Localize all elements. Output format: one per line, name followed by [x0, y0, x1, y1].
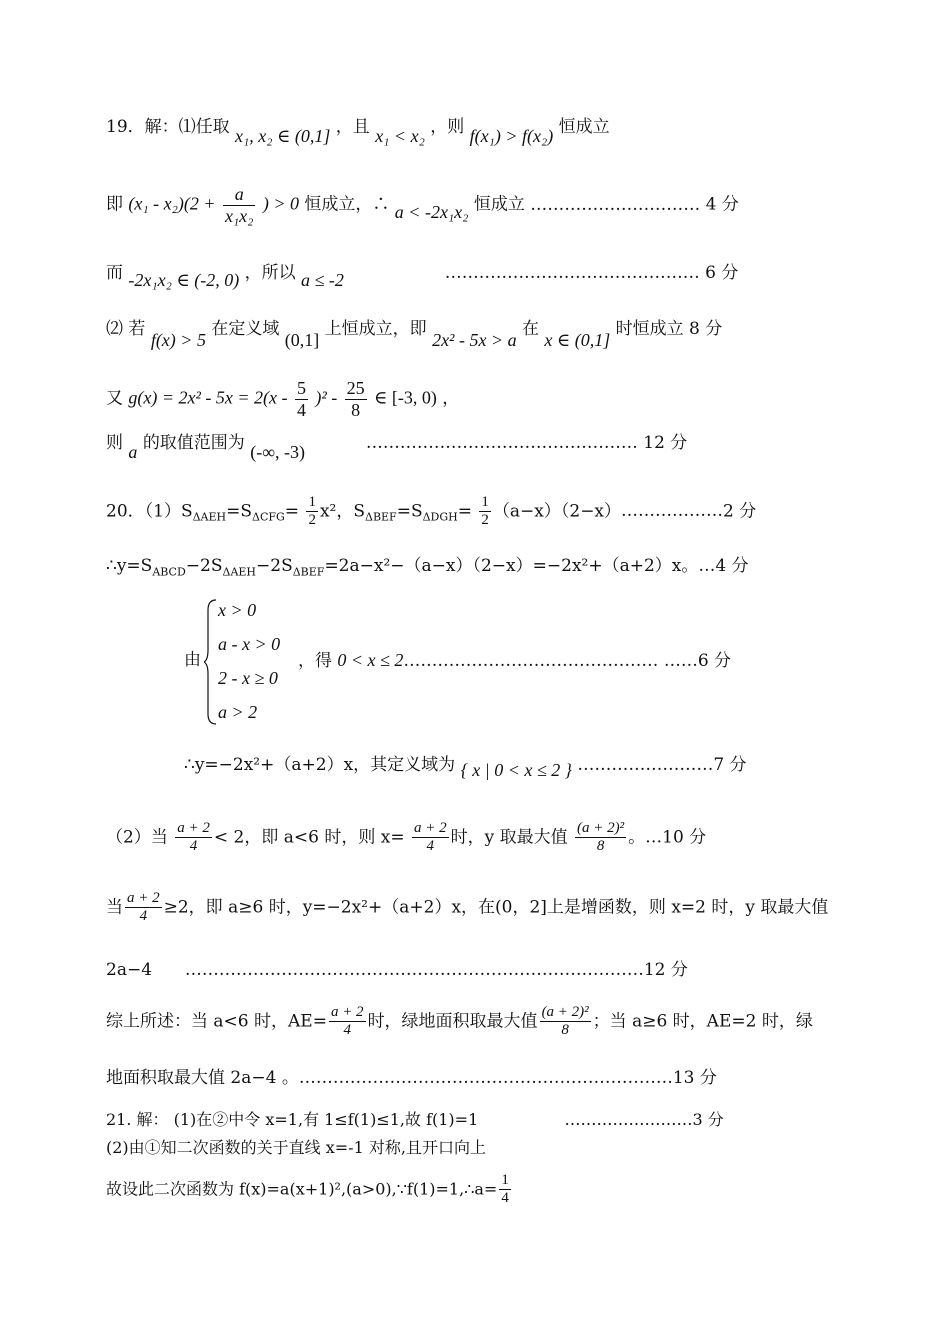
fraction — [575, 820, 626, 856]
fraction — [295, 378, 308, 420]
q20-line4 — [184, 754, 747, 780]
frac-num: (a + 2)² — [575, 820, 626, 838]
dot-leader: ……………………………………… — [444, 263, 700, 283]
dot-leader: ……………………………………………………………………… — [184, 960, 644, 980]
frac-den: 4 — [139, 908, 148, 925]
score: 13 分 — [672, 1068, 717, 1088]
fraction — [479, 494, 491, 530]
frac-num: (a + 2)² — [540, 1004, 591, 1022]
q20-text: ∴y=−2x²+（a+2）x，其定义域为 — [184, 755, 456, 775]
q21-text: 21. 解： (1)在②中令 x=1,有 1≤f(1)≤1,故 f(1)=1 — [106, 1110, 479, 1129]
q20-text: ，得 — [298, 651, 332, 671]
q19-math: -2x₁x₂ ∈ (-2, 0) — [128, 270, 240, 290]
subscript: ΔAEH — [192, 510, 227, 524]
frac-num: a + 2 — [412, 820, 449, 838]
q20-text: ；当 a≥6 时，AE=2 时，绿 — [592, 1011, 813, 1032]
q19-math: (-∞, -3) — [250, 442, 306, 462]
system-line — [218, 668, 278, 689]
q19-math: f(x₁) > f(x₂) — [469, 126, 554, 146]
q20-text: =S — [226, 501, 252, 522]
q20-text: =S — [396, 501, 423, 522]
sys-ineq: 2 - x ≥ 0 — [218, 668, 278, 688]
fraction — [223, 184, 256, 226]
fraction — [412, 820, 449, 856]
q19-line4 — [106, 318, 723, 350]
q19-text: 恒成立，∴ — [304, 194, 390, 215]
dot-leader: ……………… — [621, 501, 724, 522]
frac-den: 2 — [481, 512, 489, 529]
frac-num: 25 — [346, 378, 365, 398]
fraction — [345, 378, 367, 420]
fraction — [306, 494, 318, 530]
q19-math: a ≤ -2 — [301, 270, 344, 290]
frac-den: 4 — [343, 1022, 351, 1039]
q20-text: 20．（1）S — [106, 501, 193, 522]
q19-math: x₁, x₂ ∈ (0,1] — [235, 126, 331, 146]
subscript: ΔAEH — [222, 565, 257, 579]
score: 4 分 — [705, 194, 739, 215]
fraction — [175, 820, 212, 856]
score: 10 分 — [662, 827, 707, 848]
q19-math: (0,1] — [284, 330, 320, 350]
q20-line6 — [106, 890, 828, 926]
q21-text: 故设此二次函数为 f(x)=a(x+1)²,(a>0),∵f(1)=1,∴a= — [106, 1179, 498, 1199]
q19-math: x ∈ (0,1] — [544, 330, 611, 350]
q20-math: { x | 0 < x ≤ 2 } — [460, 760, 572, 780]
q20-text: 综上所述：当 a<6 时，AE= — [106, 1011, 327, 1032]
system-prefix — [184, 650, 201, 670]
frac-num: a + 2 — [329, 1004, 366, 1022]
q20-math: 0 < x ≤ 2 — [337, 650, 404, 670]
q20-text: = — [284, 501, 300, 522]
q19-line1 — [106, 116, 610, 146]
q19-math: ∈ [-3, 0) — [374, 387, 437, 408]
q20-text: 时，绿地面积取最大值 — [367, 1011, 538, 1032]
q20-line1 — [106, 494, 756, 530]
q20-text: 2a−4 — [106, 960, 153, 980]
q21-line3 — [106, 1172, 513, 1208]
frac-den: 4 — [426, 838, 435, 855]
q19-text: 恒成立 — [558, 117, 610, 137]
fraction — [540, 1004, 591, 1040]
q20-line7 — [106, 960, 688, 980]
system-result — [298, 650, 731, 672]
q20-text: （2）当 — [106, 827, 168, 848]
fraction — [125, 890, 162, 926]
q20-text: =2a−x²−（a−x）（2−x）=−2x²+（a+2）x。… — [324, 556, 716, 576]
frac-num: 1 — [306, 494, 318, 512]
frac-den: 8 — [351, 399, 361, 420]
score: 12 分 — [643, 433, 688, 453]
q19-text: 的取值范围为 — [142, 433, 245, 453]
q20-text: < 2，即 a<6 时，则 x= — [213, 827, 405, 848]
frac-den: 4 — [296, 399, 306, 420]
score: 12 分 — [643, 960, 688, 980]
q19-text: 时恒成立 — [615, 319, 684, 339]
q19-text: 在 — [521, 319, 539, 339]
q20-text: 当 — [106, 897, 123, 918]
system-line — [218, 600, 256, 621]
dot-leader: …………………… — [564, 1110, 693, 1129]
frac-den: 4 — [501, 1190, 509, 1207]
score: 8 分 — [689, 319, 723, 339]
q19-text: 在定义域 — [211, 319, 280, 339]
q19-math: g(x) = 2x² - 5x = 2(x - — [128, 387, 288, 408]
q21-line1 — [106, 1110, 724, 1129]
q20-line9 — [106, 1068, 717, 1088]
q20-text: ≥2，即 a≥6 时，y=−2x²+（a+2）x，在(0，2]上是增函数，则 x=2 时，y 取最大值 — [163, 897, 829, 918]
score: 6 分 — [705, 263, 739, 283]
q19-line5 — [106, 378, 459, 420]
q20-text: −2S — [185, 556, 223, 576]
q20-text: 。… — [628, 827, 663, 848]
q19-line3 — [106, 262, 739, 290]
q19-math: 2x² - 5x > a — [432, 330, 517, 350]
q19-text: 则 — [106, 433, 123, 453]
q19-text: 即 — [106, 194, 123, 215]
subscript: ΔBEF — [292, 565, 325, 579]
frac-den: 4 — [189, 838, 198, 855]
subscript: ΔDGH — [422, 510, 458, 524]
subscript: ΔBEF — [365, 510, 397, 524]
q19-text: ，且 — [335, 117, 370, 137]
q20-line5 — [106, 820, 706, 856]
dot-leader: ……………………………………… …… — [403, 651, 698, 671]
frac-num: 1 — [479, 494, 491, 512]
q19-line2 — [106, 184, 739, 226]
score: 6 分 — [697, 651, 732, 671]
sys-ineq: a - x > 0 — [218, 634, 281, 654]
q20-text: （a−x）（2−x） — [492, 501, 622, 522]
fraction — [329, 1004, 366, 1040]
q20-text: ∴y=S — [106, 556, 153, 576]
q20-text: 地面积取最大值 2a−4 。 — [106, 1068, 299, 1088]
system-line — [218, 634, 280, 655]
score: 7 分 — [713, 755, 747, 775]
frac-num: a — [223, 184, 256, 206]
dot-leader: ………………………………………………………… — [298, 1068, 673, 1088]
q19-text: 而 — [106, 263, 123, 283]
q21-text: (2)由①知二次函数的关于直线 x=-1 对称,且开口向上 — [106, 1138, 486, 1157]
q19-text: 19．解：⑴任取 — [106, 117, 230, 137]
q21-line2 — [106, 1138, 486, 1157]
sys-ineq: a > 2 — [218, 702, 258, 722]
q20-text: 时，y 取最大值 — [450, 827, 568, 848]
frac-den: x₁x₂ — [224, 205, 254, 226]
dot-leader: ………………………………………… — [365, 433, 638, 453]
q19-text: ⑵ 若 — [106, 319, 146, 339]
q19-math: f(x) > 5 — [150, 330, 206, 350]
score: 4 分 — [715, 556, 749, 576]
q19-math: )² - — [315, 387, 338, 408]
q20-text: x²，S — [319, 501, 365, 522]
subscript: ΔCFG — [252, 510, 285, 524]
frac-num: 1 — [499, 1172, 511, 1190]
dot-leader: ………………………… — [530, 194, 701, 215]
sys-ineq: x > 0 — [218, 600, 257, 620]
q19-text: ， — [442, 388, 460, 409]
q19-text: 又 — [106, 388, 123, 409]
frac-den: 8 — [596, 838, 605, 855]
q20-text: = — [457, 501, 472, 522]
q20-text: 由 — [184, 650, 201, 670]
q19-math: a < -2x₁x₂ — [394, 201, 469, 222]
score: 3 分 — [692, 1110, 724, 1129]
subscript: ABCD — [152, 565, 186, 579]
q20-line2 — [106, 556, 749, 579]
q19-math: x₁ < x₂ — [375, 126, 425, 146]
q19-math: ) > 0 — [262, 193, 299, 214]
frac-num: a + 2 — [125, 890, 162, 908]
left-brace — [204, 598, 218, 726]
q19-math: a — [128, 442, 138, 462]
q19-text: 恒成立 — [473, 194, 525, 215]
frac-num: 5 — [296, 378, 306, 398]
frac-den: 2 — [308, 512, 316, 529]
q19-text: 上恒成立，即 — [324, 319, 427, 339]
q19-line6 — [106, 432, 688, 462]
dot-leader: …………………… — [577, 755, 714, 775]
frac-den: 8 — [561, 1022, 569, 1039]
score: 2 分 — [723, 501, 757, 522]
q19-math: (x₁ - x₂)(2 + — [128, 193, 216, 214]
fraction — [499, 1172, 511, 1208]
q19-text: ，则 — [430, 117, 465, 137]
system-line — [218, 702, 257, 723]
q20-line8 — [106, 1004, 813, 1040]
q19-text: ，所以 — [244, 263, 296, 283]
q20-text: −2S — [256, 556, 293, 576]
frac-num: a + 2 — [175, 820, 212, 838]
